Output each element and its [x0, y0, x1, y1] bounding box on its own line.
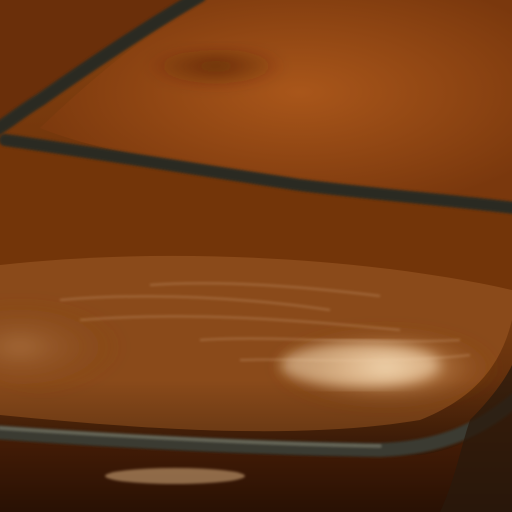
panel-dark-blotch	[90, 50, 370, 140]
bottom-reflection	[105, 468, 245, 484]
